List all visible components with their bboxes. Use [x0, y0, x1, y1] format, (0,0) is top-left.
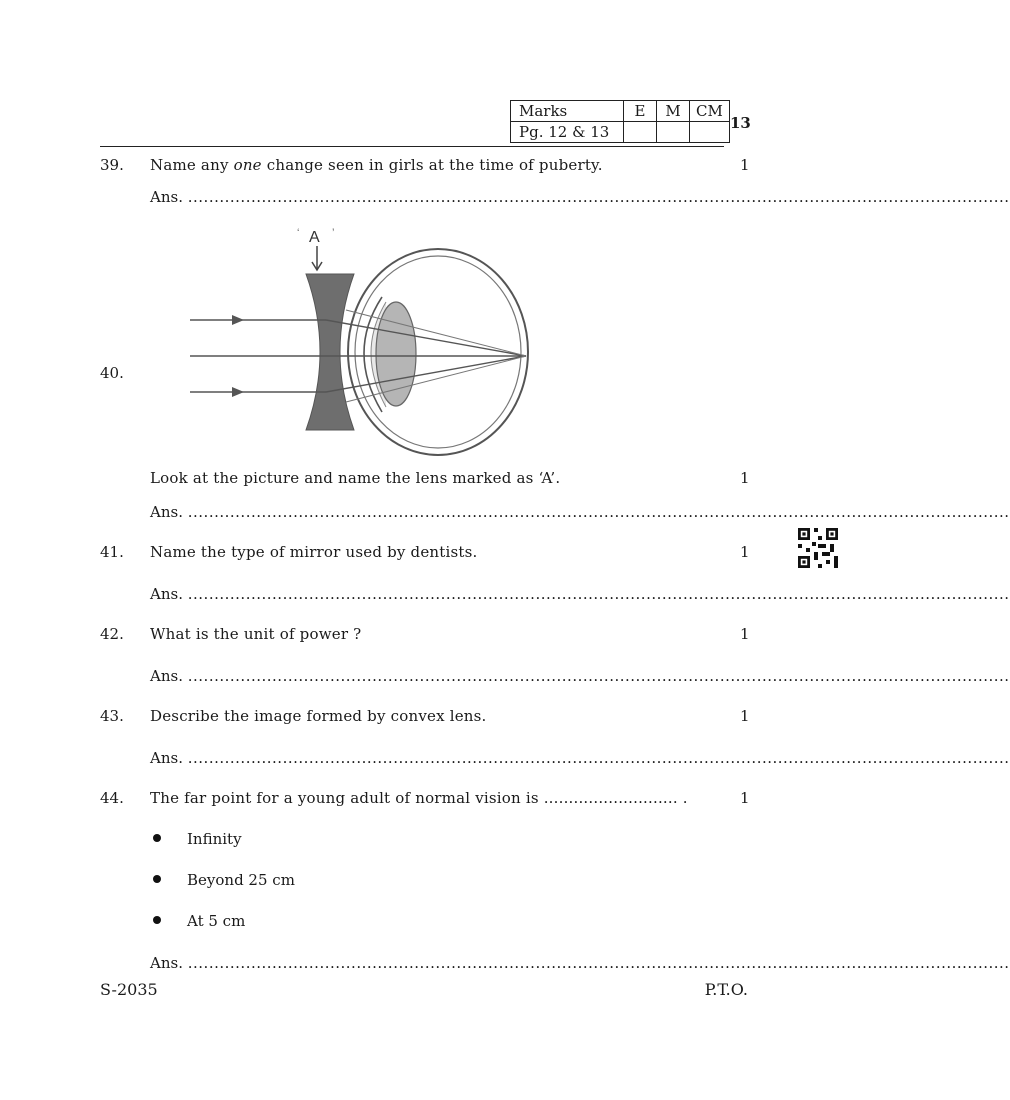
question-number: 42. — [100, 625, 124, 643]
bullet-icon — [153, 875, 161, 883]
question-text: Name any one change seen in girls at the time of puberty. — [150, 156, 603, 174]
marks-label: Marks — [511, 101, 624, 122]
question-text: Look at the picture and name the lens marked as ‘A’. — [150, 469, 561, 487]
question-number: 41. — [100, 543, 124, 561]
option-item: Beyond 25 cm — [187, 871, 295, 889]
bullet-icon — [153, 834, 161, 842]
eye-lens-diagram — [186, 222, 542, 458]
label-a: A — [309, 229, 320, 246]
question-number: 39. — [100, 156, 124, 174]
eye-lens-icon — [376, 302, 416, 406]
question-marks: 1 — [740, 156, 750, 174]
question-marks: 1 — [740, 707, 750, 725]
option-item: At 5 cm — [187, 912, 246, 930]
concave-lens-icon — [306, 274, 354, 430]
answer-line[interactable]: Ans. ............................................................................................................................................................ — [150, 585, 1010, 603]
question-text: Name the type of mirror used by dentists. — [150, 543, 478, 561]
question-marks: 1 — [740, 469, 750, 487]
col-m: M — [657, 101, 690, 122]
paper-code: S-2035 — [100, 980, 158, 999]
question-marks: 1 — [740, 789, 750, 807]
svg-text:’: ’ — [332, 227, 335, 239]
svg-text:‘: ‘ — [297, 227, 300, 239]
answer-line[interactable]: Ans. ............................................................................................................................................................ — [150, 749, 1010, 767]
emphasis: one — [233, 156, 262, 174]
answer-line[interactable]: Ans. ............................................................................................................................................................ — [150, 503, 1010, 521]
question-text: What is the unit of power ? — [150, 625, 362, 643]
page-number: 13 — [730, 114, 751, 132]
question-text: The far point for a young adult of normal vision is ........................... . — [150, 789, 688, 807]
qr-code-icon — [798, 528, 838, 568]
cell-cm — [690, 122, 730, 143]
question-number: 44. — [100, 789, 124, 807]
pto-label: P.T.O. — [704, 980, 748, 999]
col-cm: CM — [690, 101, 730, 122]
answer-line[interactable]: Ans. ............................................................................................................................................................ — [150, 667, 1010, 685]
pages-label: Pg. 12 & 13 — [511, 122, 624, 143]
cell-m — [657, 122, 690, 143]
col-e: E — [624, 101, 657, 122]
question-marks: 1 — [740, 543, 750, 561]
bullet-icon — [153, 916, 161, 924]
answer-line[interactable]: Ans. ............................................................................................................................................................ — [150, 188, 1010, 206]
answer-line[interactable]: Ans. ............................................................................................................................................................ — [150, 954, 1010, 972]
question-text: Describe the image formed by convex lens. — [150, 707, 487, 725]
question-number: 43. — [100, 707, 124, 725]
header-rule — [100, 146, 724, 147]
option-item: Infinity — [187, 830, 242, 848]
cell-e — [624, 122, 657, 143]
marks-table — [510, 100, 730, 143]
question-marks: 1 — [740, 625, 750, 643]
question-number: 40. — [100, 364, 124, 382]
